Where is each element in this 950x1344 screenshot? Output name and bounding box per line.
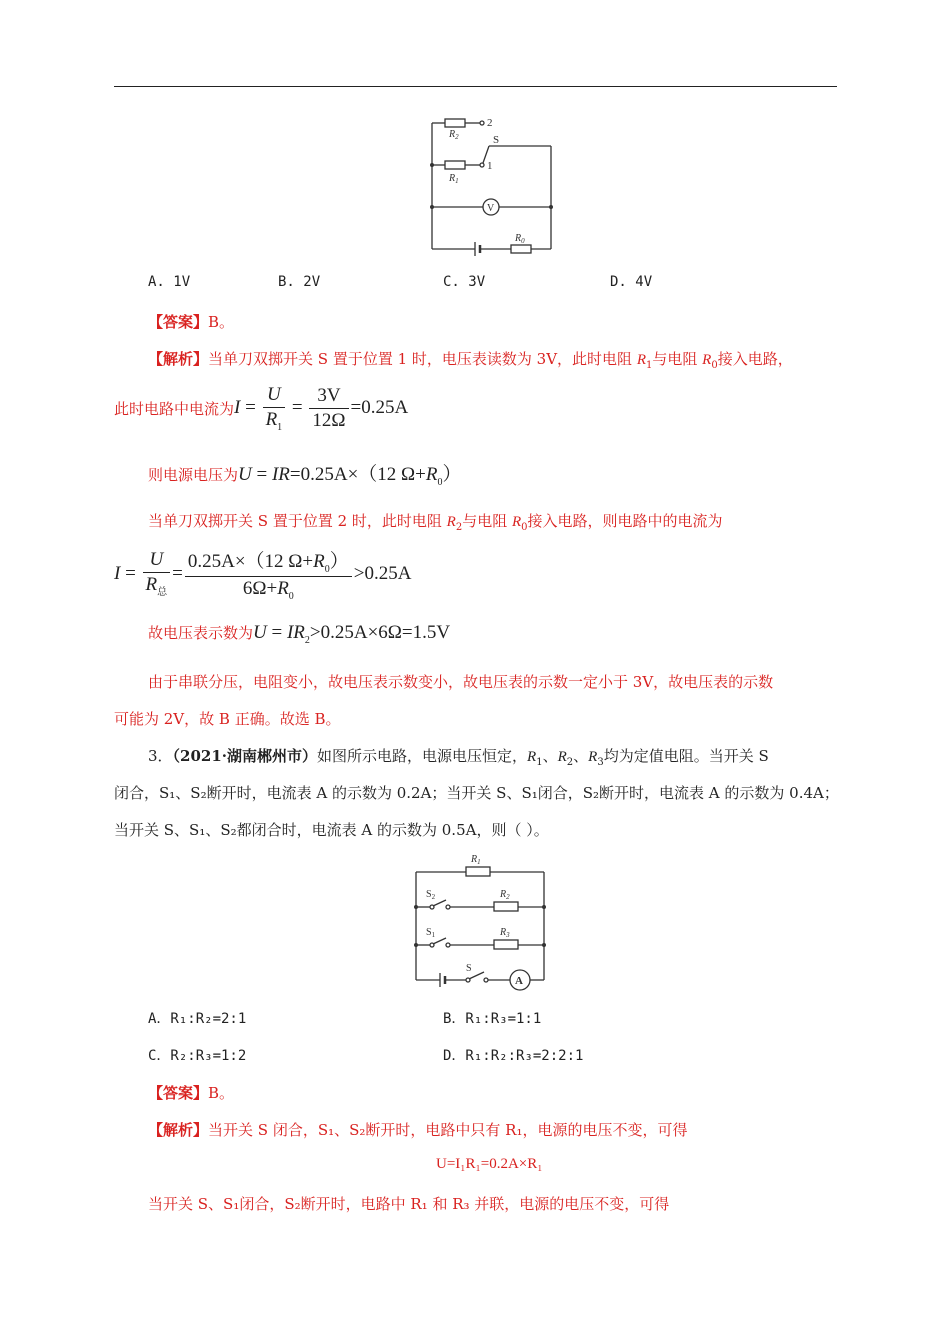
analysis-text-1c: 接入电路， — [717, 350, 793, 368]
analysis-text-2b: 与电阻 — [462, 512, 512, 530]
q3-answer-value: B。 — [208, 1084, 235, 1102]
q2-answer — [148, 311, 234, 332]
q2-conclusion-2: 可能为 2V，故 B 正确。故选 B。 — [114, 710, 341, 728]
q3-option-a[interactable]: A．R₁:R₂=2:1 — [148, 1011, 247, 1027]
circuit-diagram-q3 — [410, 850, 550, 992]
current-equation-2: I = $\frac{U}{R_总}$ = $\frac{0.25A\times(12 \Omega+R_0)}{6\Omega+R_0}$ >0.25A — [114, 546, 411, 602]
label-s: S — [493, 134, 500, 146]
q3-stem-line-1: 3．（2021·湖南郴州市）如图所示电路，电源电压恒定，$R_1$、$R_2$、$R_3$均为定值电阻。当开关 S — [148, 747, 769, 768]
label-r1: $R_1$ — [449, 173, 459, 185]
label-q3-s: S — [466, 963, 472, 974]
q2-analysis-line-2: 当单刀双掷开关 S 置于位置 2 时，此时电阻 $R_2$与电阻 $R_0$接入电路，则电路中的电流为 — [148, 512, 723, 533]
q3-stem-line-2: 闭合，S₁、S₂断开时，电流表 A 的示数为 0.2A；当开关 S、S₁闭合，S₂断开时，电流表 A 的示数为 0.4A； — [114, 784, 839, 802]
q2-option-a[interactable]: A. 1V — [148, 274, 191, 290]
q3-answer-label: 【答案】 — [148, 1084, 209, 1102]
q3-analysis-line-2: 当开关 S、S₁闭合，S₂断开时，电路中 R₁ 和 R₃ 并联，电源的电压不变，可得 — [148, 1195, 670, 1213]
q2-analysis-line-1: 【解析】当单刀双掷开关 S 置于位置 1 时，电压表读数为 3V，此时电阻 $R_1$与电阻 $R_0$接入电路， — [148, 350, 793, 371]
q3-option-b[interactable]: B．R₁:R₃=1:1 — [443, 1011, 542, 1027]
q2-option-d[interactable]: D. 4V — [610, 274, 653, 290]
label-q3-r1: $R_1$ — [471, 854, 481, 866]
q2-conclusion-1: 由于串联分压，电阻变小，故电压表示数变小，故电压表的示数一定小于 3V，故电压表的示数 — [148, 673, 774, 691]
label-pos1: 1 — [487, 160, 493, 172]
q3-source: （2021·湖南郴州市） — [172, 747, 318, 765]
voltage-equation: 则电源电压为U = IR=0.25A×（12 $\Omega+R_0$） — [148, 464, 462, 488]
label-pos2: 2 — [487, 117, 493, 129]
label-q3-r2: $R_2$ — [500, 889, 510, 901]
reading-prefix: 故电压表示数为 — [148, 624, 254, 642]
q2-option-b[interactable]: B. 2V — [278, 274, 321, 290]
analysis-text-2a: 当单刀双掷开关 S 置于位置 2 时，此时电阻 — [148, 512, 447, 530]
q3-answer — [148, 1082, 234, 1103]
q3-analysis-text-1: 当开关 S 闭合，S₁、S₂断开时，电路中只有 R₁，电源的电压不变，可得 — [208, 1121, 688, 1139]
q3-analysis-line-1 — [148, 1119, 687, 1140]
label-r2: $R_2$ — [449, 129, 459, 141]
q3-number: 3． — [148, 747, 173, 765]
q3-option-d[interactable]: D．R₁:R₂:R₃=2:2:1 — [443, 1048, 584, 1064]
q3-stem-text-1: 如图所示电路，电源电压恒定， — [317, 747, 528, 765]
analysis-label: 【解析】 — [148, 350, 209, 368]
q3-analysis-label: 【解析】 — [148, 1121, 209, 1139]
analysis-text-2c: 接入电路，则电路中的电流为 — [527, 512, 723, 530]
q3-stem-line-3: 当开关 S、S₁、S₂都闭合时，电流表 A 的示数为 0.5A，则（ ）。 — [114, 821, 549, 839]
analysis-text-1a: 当单刀双掷开关 S 置于位置 1 时，电压表读数为 3V，此时电阻 — [208, 350, 637, 368]
current-equation: 此时电路中电流为I = $\frac{U}{R_1}$ = $\frac{3V}{12\Omega}$ =0.25A — [114, 384, 409, 433]
voltmeter-label: V — [487, 203, 495, 214]
answer-value: B。 — [208, 313, 235, 331]
reading-equation: 故电压表示数为$U = IR_2>0.25A\times 6\Omega=1.5V$ — [148, 622, 451, 646]
label-q3-s2: $S_2$ — [426, 889, 436, 901]
q2-option-c[interactable]: C. 3V — [443, 274, 486, 290]
ammeter-label: A — [515, 975, 523, 987]
q3-equation-1: U=I₁R₁=0.2A×R₁ — [436, 1156, 543, 1172]
q3-option-c[interactable]: C．R₂:R₃=1:2 — [148, 1048, 247, 1064]
label-q3-s1: $S_1$ — [426, 927, 436, 939]
label-q3-r3: $R_3$ — [500, 927, 510, 939]
q3-stem-text-1b: 均为定值电阻。当开关 S — [603, 747, 769, 765]
circuit-diagram-q2 — [425, 110, 560, 260]
voltage-prefix: 则电源电压为 — [148, 466, 239, 484]
analysis-text-1b: 与电阻 — [652, 350, 703, 368]
label-r0: $R_0$ — [515, 233, 525, 245]
answer-label: 【答案】 — [148, 313, 209, 331]
current-prefix: 此时电路中电流为 — [114, 399, 235, 418]
header-rule — [114, 86, 837, 87]
